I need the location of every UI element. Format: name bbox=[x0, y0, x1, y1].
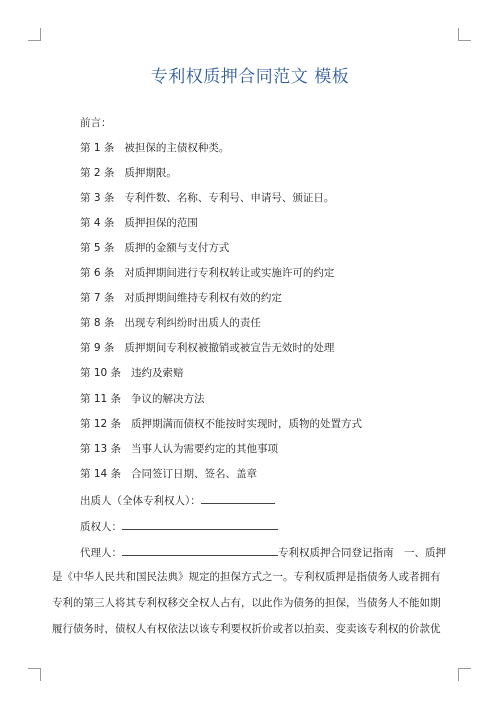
clause-number: 第 9 条 bbox=[80, 342, 115, 354]
clause-item bbox=[80, 141, 229, 155]
clause-text: 质押担保的范围 bbox=[124, 217, 198, 229]
clause-text: 争议的解决方法 bbox=[131, 393, 205, 405]
clause-number: 第 5 条 bbox=[80, 242, 115, 254]
pledgor-line bbox=[80, 492, 275, 508]
clause-item bbox=[80, 341, 334, 355]
clause-number: 第 13 条 bbox=[80, 443, 122, 455]
pledgee-blank[interactable] bbox=[122, 518, 278, 530]
agent-label: 代理人： bbox=[80, 547, 122, 559]
clause-item bbox=[80, 467, 257, 481]
clause-item bbox=[80, 266, 334, 280]
pledgor-blank[interactable] bbox=[201, 492, 275, 504]
clause-item bbox=[80, 291, 282, 305]
clause-item bbox=[80, 366, 184, 380]
clause-text: 对质押期间进行专利权转让或实施许可的约定 bbox=[124, 267, 335, 279]
clause-text: 质押的金额与支付方式 bbox=[124, 242, 230, 254]
document-title: 专利权质押合同范文 模板 bbox=[150, 67, 350, 87]
clause-number: 第 7 条 bbox=[80, 292, 115, 304]
clause-number: 第 3 条 bbox=[80, 192, 115, 204]
clause-number: 第 6 条 bbox=[80, 267, 115, 279]
crop-mark-bottom-right bbox=[458, 668, 471, 681]
agent-tail-text: 专利权质押合同登记指南 一、质押 bbox=[278, 547, 446, 559]
pledgee-label: 质权人： bbox=[80, 521, 122, 533]
clause-text: 对质押期间维持专利权有效的约定 bbox=[124, 292, 282, 304]
crop-mark-bottom-left bbox=[28, 668, 41, 681]
clause-item bbox=[80, 216, 198, 230]
paragraph-line: 履行债务时，债权人有权依法以该专利要权折价或者以拍卖、变卖该专利权的价款优 bbox=[52, 623, 441, 635]
clause-item bbox=[80, 241, 229, 255]
clause-number: 第 10 条 bbox=[80, 367, 122, 379]
clause-text: 出现专利纠纷时出质人的责任 bbox=[124, 317, 261, 329]
clause-text: 合同签订日期、签名、盖章 bbox=[131, 468, 258, 480]
clause-number: 第 2 条 bbox=[80, 167, 115, 179]
clause-number: 第 8 条 bbox=[80, 317, 115, 329]
paragraph-line: 专利的第三人将其专利权移交全权人占有，以此作为债务的担保，当债务人不能如期 bbox=[52, 597, 441, 609]
clause-item bbox=[80, 442, 278, 456]
pledgor-label: 出质人（全体专利权人）： bbox=[80, 495, 201, 507]
clause-number: 第 11 条 bbox=[80, 393, 122, 405]
clause-item bbox=[80, 316, 261, 330]
clause-text: 当事人认为需要约定的其他事项 bbox=[131, 443, 279, 455]
clause-text: 质押期间专利权被撤销或被宣告无效时的处理 bbox=[124, 342, 335, 354]
clause-item bbox=[80, 166, 177, 180]
clause-number: 第 4 条 bbox=[80, 217, 115, 229]
clause-text: 质押期满而债权不能按时实现时，质物的处置方式 bbox=[131, 418, 363, 430]
clause-item bbox=[80, 417, 362, 431]
clause-number: 第 14 条 bbox=[80, 468, 122, 480]
clause-number: 第 1 条 bbox=[80, 142, 115, 154]
clause-text: 质押期限。 bbox=[124, 167, 177, 179]
clause-text: 专利件数、名称、专利号、申请号、颁证日。 bbox=[124, 192, 335, 204]
clause-text: 违约及索赔 bbox=[131, 367, 184, 379]
pledgee-line bbox=[80, 518, 278, 534]
clause-number: 第 12 条 bbox=[80, 418, 122, 430]
preface-label: 前言： bbox=[80, 117, 112, 129]
clause-item bbox=[80, 392, 205, 406]
agent-blank[interactable] bbox=[122, 544, 278, 556]
paragraph-line: 是《中华人民共和国民法典》规定的担保方式之一。专利权质押是指债务人或者拥有 bbox=[52, 571, 441, 583]
agent-line bbox=[80, 544, 446, 560]
clause-item bbox=[80, 191, 334, 205]
crop-mark-top-right bbox=[458, 28, 471, 41]
clause-text: 被担保的主债权种类。 bbox=[124, 142, 230, 154]
crop-mark-top-left bbox=[28, 28, 41, 41]
